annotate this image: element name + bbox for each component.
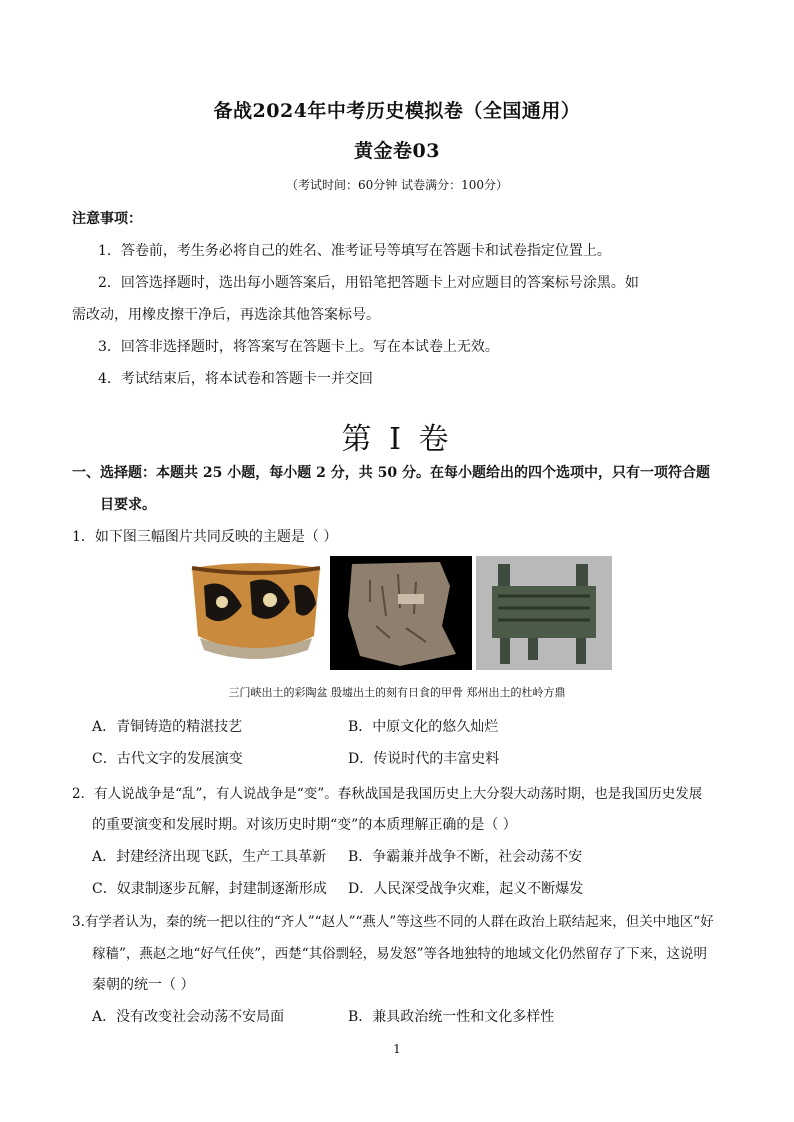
- question-2-option-b: B．争霸兼并战争不断，社会动荡不安: [348, 849, 583, 865]
- notice-item-4: 4．考试结束后，将本试卷和答题卡一并交回: [98, 371, 373, 387]
- notice-item-2-continued: 需改动，用橡皮擦干净后，再选涂其他答案标号。: [72, 307, 380, 323]
- question-2-option-c: C．奴隶制逐步瓦解，封建制逐渐形成: [92, 881, 327, 897]
- notice-heading: 注意事项：: [72, 211, 142, 227]
- exam-title: 备战2024年中考历史模拟卷（全国通用）: [213, 100, 581, 122]
- question-3-option-b: B．兼具政治统一性和文化多样性: [348, 1009, 555, 1025]
- question-3-stem: 3.有学者认为，秦的统一把以往的“齐人”“赵人”“燕人”等这些不同的人群在政治上联结起来，但关中地区“好: [72, 914, 714, 930]
- question-2-option-d: D．人民深受战争灾难，起义不断爆发: [348, 881, 584, 897]
- painted-pottery-basin-image: [186, 556, 326, 670]
- notice-item-1: 1．答卷前，考生务必将自己的姓名、准考证号等填写在答题卡和试卷指定位置上。: [98, 243, 611, 259]
- question-3-stem-end: 秦朝的统一（ ）: [92, 977, 195, 993]
- question-1-stem: 1．如下图三幅图片共同反映的主题是（ ）: [72, 529, 338, 545]
- question-3-stem-continued: 稼穑”，燕赵之地“好气任侠”，西楚“其俗剽轻，易发怒”等各地独特的地域文化仍然留存了下来，这说明: [92, 946, 708, 962]
- question-1-option-a: A．青铜铸造的精湛技艺: [92, 719, 243, 735]
- question-1-image-caption: 三门峡出土的彩陶盆 殷墟出土的刻有日食的甲骨 郑州出土的杜岭方鼎: [228, 686, 566, 699]
- question-1-images: [186, 556, 612, 670]
- oracle-bone-image: [330, 556, 472, 670]
- section-instruction: 一、选择题：本题共 25 小题，每小题 2 分，共 50 分。在每小题给出的四个选项中，只有一项符合题: [72, 465, 710, 481]
- question-1-option-d: D．传说时代的丰富史料: [348, 751, 500, 767]
- question-2-stem: 2．有人说战争是“乱”，有人说战争是“变”。春秋战国是我国历史上大分裂大动荡时期，也是我国历史发展: [72, 786, 703, 802]
- section-instruction-continued: 目要求。: [100, 497, 156, 513]
- bronze-ding-image: [476, 556, 612, 670]
- exam-subtitle: 黄金卷03: [354, 140, 440, 162]
- notice-item-3: 3．回答非选择题时，将答案写在答题卡上。写在本试卷上无效。: [98, 339, 499, 355]
- page-number: 1: [393, 1042, 401, 1056]
- section-title: 第 I 卷: [341, 422, 453, 457]
- notice-item-2: 2．回答选择题时，选出每小题答案后，用铅笔把答题卡上对应题目的答案标号涂黑。如: [98, 275, 639, 291]
- question-1-option-c: C．古代文字的发展演变: [92, 751, 243, 767]
- question-2-option-a: A．封建经济出现飞跃，生产工具革新: [92, 849, 327, 865]
- question-3-option-a: A．没有改变社会动荡不安局面: [92, 1009, 285, 1025]
- question-1-option-b: B．中原文化的悠久灿烂: [348, 719, 499, 735]
- exam-info: （考试时间：60分钟 试卷满分：100分）: [286, 178, 508, 192]
- question-2-stem-continued: 的重要演变和发展时期。对该历史时期“变”的本质理解正确的是（ ）: [92, 817, 517, 833]
